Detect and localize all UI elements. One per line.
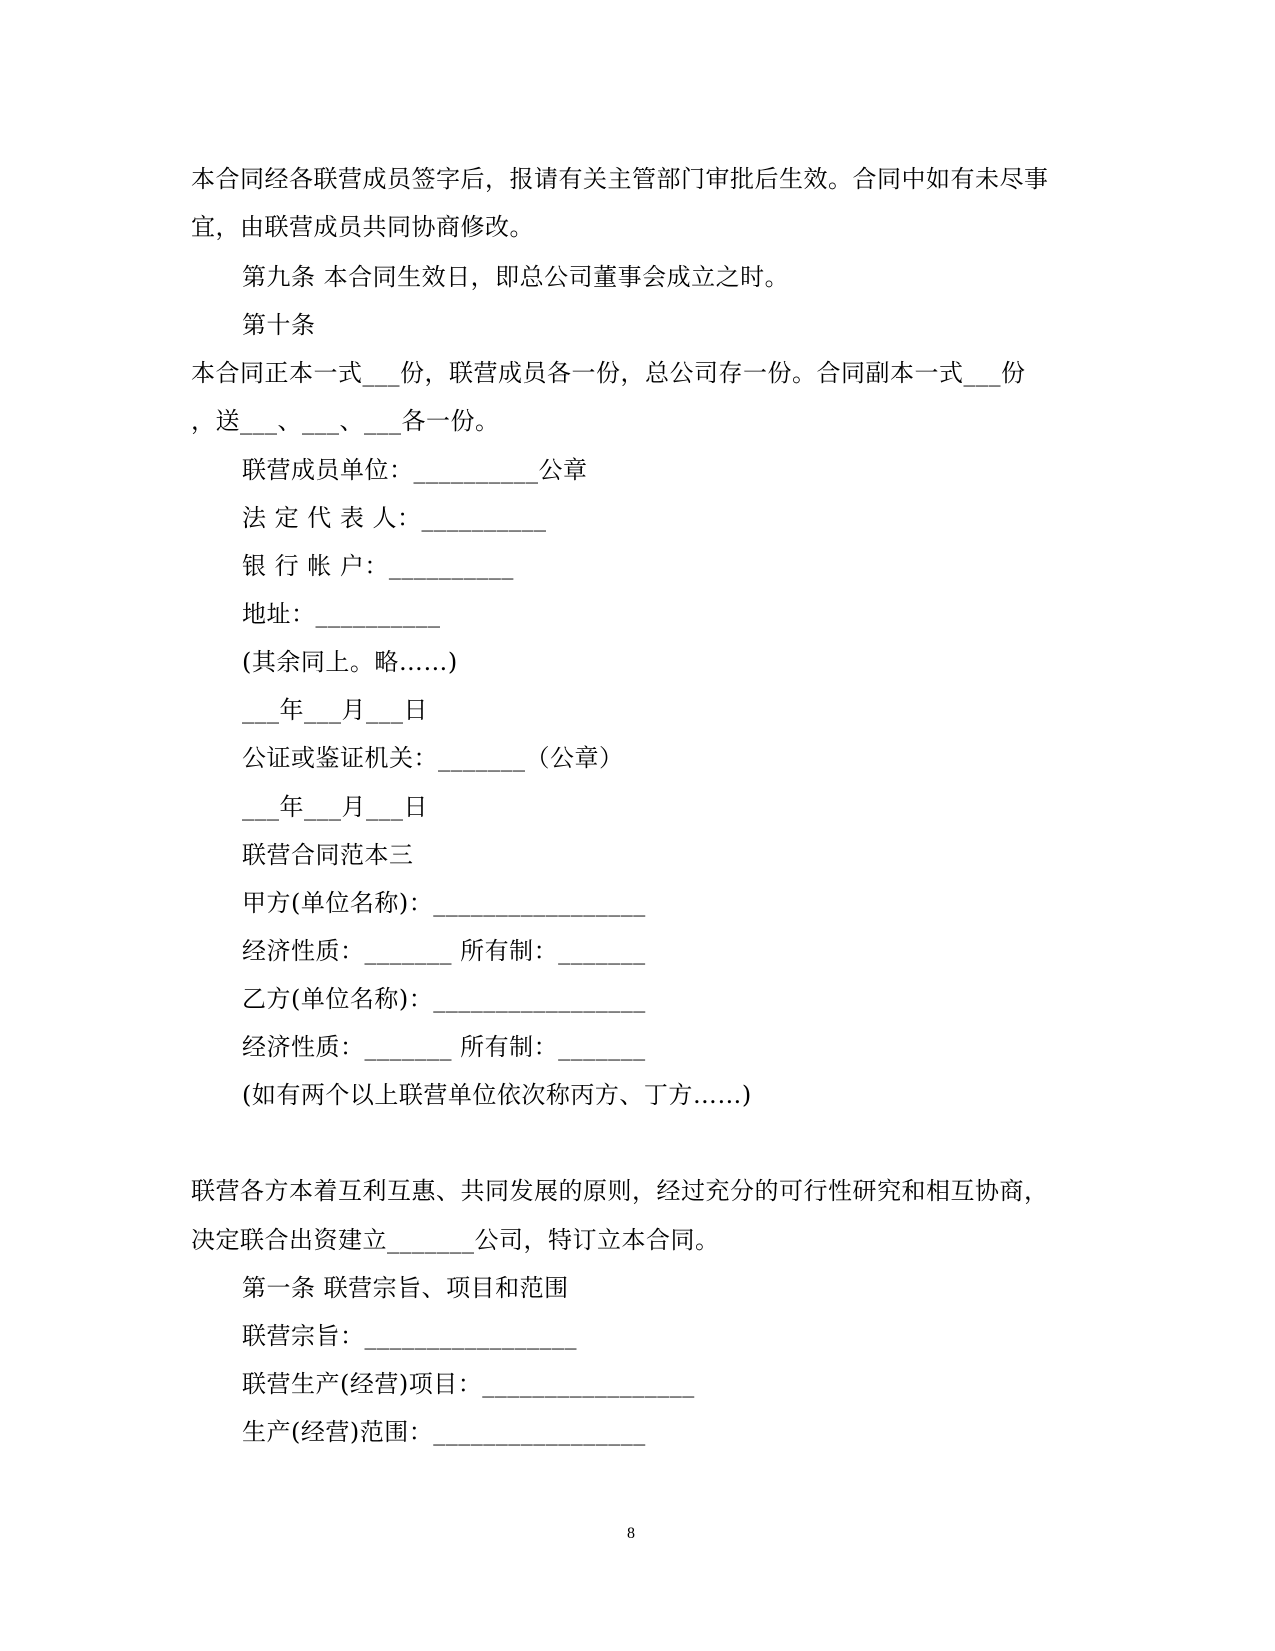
date-line: ___年___月___日	[242, 696, 428, 724]
clause-field: 联营生产(经营)项目：_________________	[242, 1370, 695, 1398]
paragraph-line: 本合同经各联营成员签字后，报请有关主管部门审批后生效。合同中如有未尽事	[191, 165, 1049, 193]
paragraph-line: 决定联合出资建立_______公司，特订立本合同。	[191, 1226, 720, 1254]
signature-field: 公证或鉴证机关：_______（公章）	[242, 744, 624, 772]
article-one-heading: 第一条 联营宗旨、项目和范围	[242, 1274, 569, 1302]
clause-field: 联营宗旨：_________________	[242, 1322, 577, 1350]
paragraph-line: 宜，由联营成员共同协商修改。	[191, 213, 534, 241]
paragraph-line: 联营各方本着互利互惠、共同发展的原则，经过充分的可行性研究和相互协商，	[191, 1177, 1049, 1205]
article-ten-heading: 第十条	[242, 311, 316, 339]
note-line: (如有两个以上联营单位依次称丙方、丁方……)	[242, 1081, 752, 1109]
party-field: 甲方(单位名称)：_________________	[242, 889, 646, 917]
section-title: 联营合同范本三	[242, 841, 414, 869]
article-nine: 第九条 本合同生效日，即总公司董事会成立之时。	[242, 263, 790, 291]
page-number: 8	[627, 1525, 635, 1542]
signature-field: 联营成员单位：__________公章	[242, 456, 588, 484]
signature-field: 法 定 代 表 人：__________	[242, 504, 547, 532]
signature-field: 地址：__________	[242, 600, 441, 628]
date-line: ___年___月___日	[242, 793, 428, 821]
note-line: (其余同上。略……)	[242, 648, 458, 676]
party-field: 经济性质：_______ 所有制：_______	[242, 937, 646, 965]
party-field: 乙方(单位名称)：_________________	[242, 985, 646, 1013]
clause-field: 生产(经营)范围：_________________	[242, 1418, 646, 1446]
party-field: 经济性质：_______ 所有制：_______	[242, 1033, 646, 1061]
paragraph-line: ，送___、___、___各一份。	[191, 407, 500, 435]
signature-field: 银 行 帐 户：__________	[242, 552, 514, 580]
paragraph-line: 本合同正本一式___份，联营成员各一份，总公司存一份。合同副本一式___份	[191, 359, 1026, 387]
